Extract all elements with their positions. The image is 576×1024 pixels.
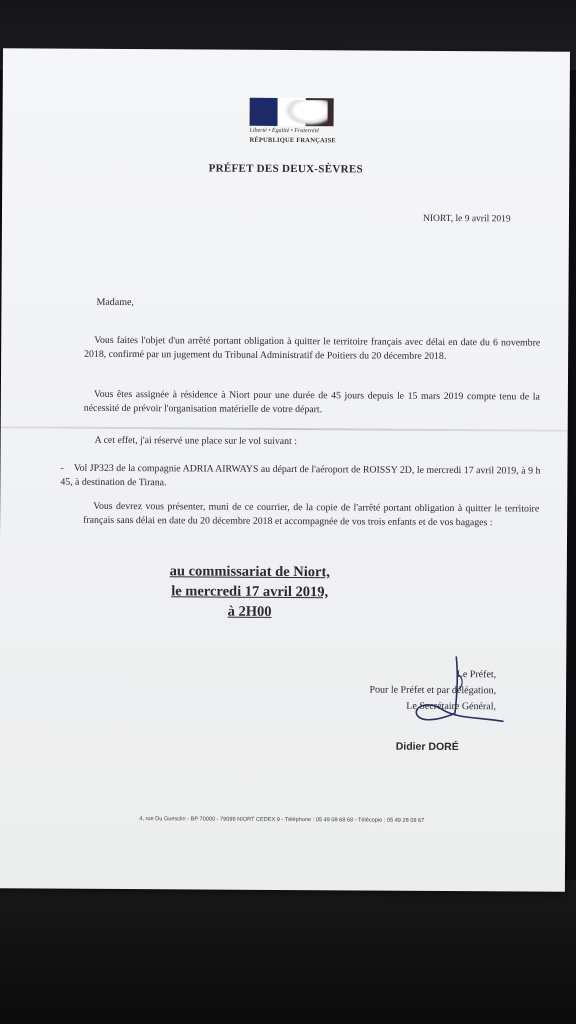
- appointment-date: le mercredi 17 avril 2019,: [171, 583, 329, 601]
- letter-sheet: [0, 48, 570, 891]
- prefecture-title: PRÉFET DES DEUX-SÈVRES: [208, 162, 363, 176]
- appointment-location: au commissariat de Niort,: [169, 563, 330, 581]
- paragraph-residence: Vous êtes assignée à résidence à Niort pour une durée de 45 jours depuis le 15 mars 2019 compte tenu de la nécessité de prévoir l'organisation matérielle de votre départ.: [83, 388, 540, 416]
- letter-date: NIORT, le 9 avril 2019: [422, 213, 511, 225]
- paragraph-reservation: A cet effet, j'ai réservé une place sur le vol suivant :: [94, 434, 297, 448]
- appointment-time: à 2H00: [227, 603, 272, 620]
- signoff-prefect: Le Préfet,: [456, 669, 497, 681]
- background-table: [0, 880, 576, 1024]
- flag-emblem: [250, 98, 334, 127]
- handwritten-signature: [403, 655, 513, 736]
- signoff-delegation: Pour le Préfet et par délégation,: [369, 684, 497, 697]
- footer-address: 4, rue Du Guesclin - BP 70000 - 79099 NIORT CEDEX 9 - Téléphone : 05 49 08 68 68 - Télécopie : 05 49 28 09 67: [139, 816, 425, 824]
- republic-label: RÉPUBLIQUE FRANÇAISE: [249, 136, 336, 145]
- republic-logo: [249, 98, 337, 149]
- paragraph-obligation: Vous faites l'objet d'un arrêté portant obligation à quitter le territoire français avec délai en date du 6 novembre 2018, confirmé par un jugement du Tribunal Administratif de Poitiers du 20 décembre 2018.: [84, 334, 541, 362]
- flight-details: - Vol JP323 de la compagnie ADRIA AIRWAYS au départ de l'aéroport de ROISSY 2D, le mercredi 17 avril 2019, à 9 h 45, à destination de Tirana.: [60, 462, 541, 489]
- signer-name: Didier DORÉ: [395, 740, 459, 754]
- salutation: Madame,: [96, 296, 134, 309]
- motto: Liberté • Égalité • Fraternité: [249, 127, 320, 135]
- signoff-secretary: Le Secrétaire Général,: [406, 700, 497, 713]
- paper-fold: [1, 426, 568, 431]
- marianne-icon: [284, 100, 328, 126]
- paragraph-instructions: Vous devrez vous présenter, muni de ce courrier, de la copie de l'arrêté portant obligation à quitter le territoire français sans délai en date du 20 décembre 2018 et accompagnée de vos trois enfants et de vos bagages :: [83, 500, 540, 529]
